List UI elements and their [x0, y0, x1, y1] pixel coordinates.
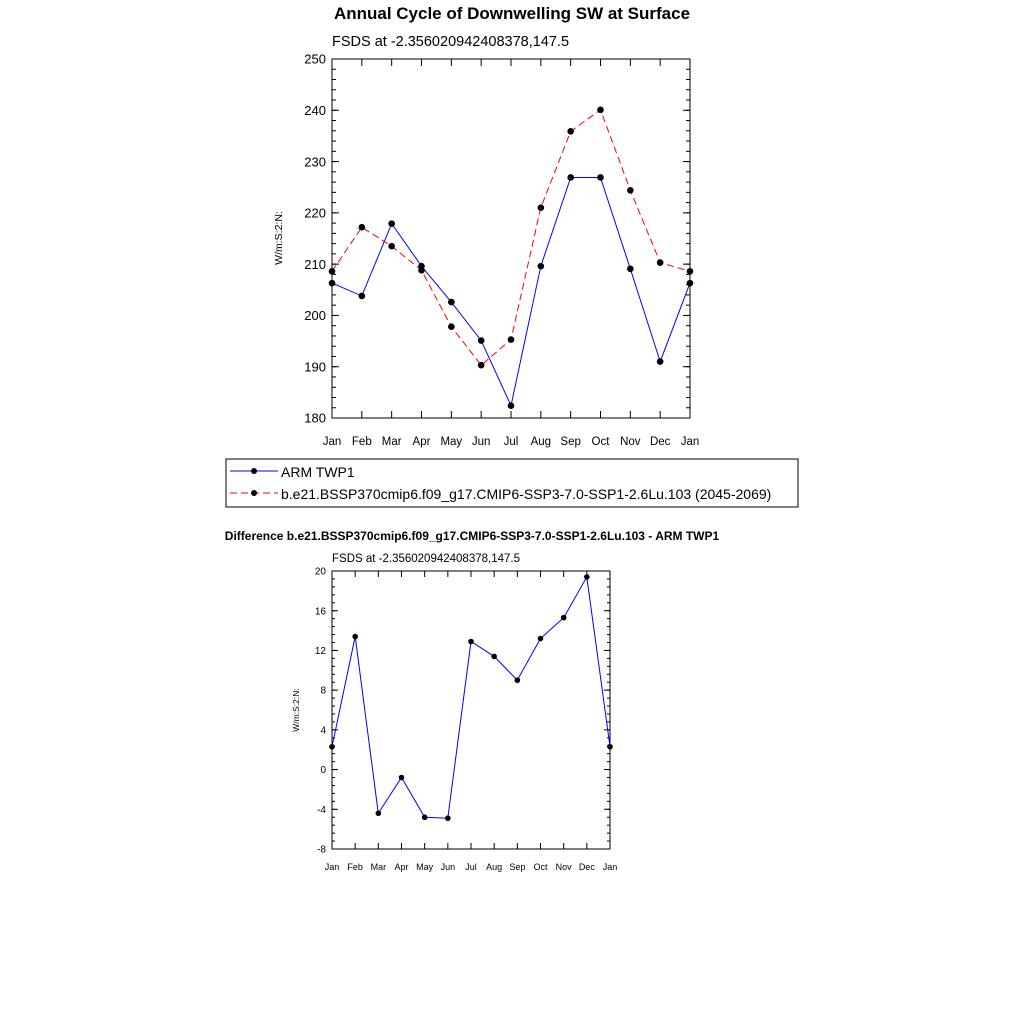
series-1-line [332, 178, 690, 406]
series-2-point [418, 267, 425, 274]
series-1-point [478, 337, 485, 344]
x-tick-label: Aug [530, 436, 552, 448]
series-1-point [388, 220, 395, 227]
series-1-point [515, 677, 521, 683]
series-2-point [597, 106, 604, 113]
x-tick-label: Sep [560, 436, 581, 448]
series-1-point [329, 744, 335, 750]
series-2-point [508, 336, 515, 343]
x-tick-label: May [440, 436, 463, 448]
series-2-point [567, 128, 574, 135]
series-1-point [448, 299, 455, 306]
x-tick-label: Apr [412, 436, 431, 448]
x-tick-label: Apr [394, 862, 409, 872]
chart1-y-tick-labels [304, 52, 326, 426]
y-tick-label: 8 [320, 685, 326, 697]
y-tick-label: 220 [304, 205, 326, 221]
x-tick-label: Jul [465, 862, 477, 872]
series-2-point [359, 224, 366, 231]
series-1-point [508, 402, 515, 409]
series-2-point [657, 259, 664, 266]
x-tick-label: Feb [347, 862, 363, 872]
series-1-point [538, 263, 545, 270]
chart2-ticks [332, 571, 610, 849]
x-tick-label: Feb [351, 436, 372, 448]
x-tick-label: Jan [602, 862, 618, 872]
series-1-point [584, 574, 590, 580]
y-tick-label: 240 [304, 102, 326, 118]
chart1-x-tick-labels [323, 436, 700, 448]
series-1-point [376, 810, 382, 816]
y-tick-label: -4 [317, 804, 326, 816]
chart2-title: Difference b.e21.BSSP370cmip6.f09_g17.CMIP6-SSP3-7.0-SSP1-2.6Lu.103 - ARM TWP1 [224, 529, 720, 543]
x-tick-label: Aug [486, 862, 503, 872]
chart2-plot-frame [332, 571, 610, 849]
y-tick-label: 20 [314, 566, 326, 578]
x-tick-label: Sep [509, 862, 526, 872]
chart2-y-axis-label: W/m:S:2:N: [291, 688, 301, 732]
y-tick-label: 180 [304, 410, 326, 426]
chart2-subtitle: FSDS at -2.356020942408378,147.5 [332, 553, 520, 565]
legend-label-model: b.e21.BSSP370cmip6.f09_g17.CMIP6-SSP3-7.0-SSP1-2.6Lu.103 (2045-2069) [281, 486, 772, 502]
difference-chart [225, 529, 720, 872]
series-1-line [332, 577, 610, 818]
y-tick-label: 210 [304, 256, 326, 272]
chart1-y-axis-label: W/m:S:2:N: [273, 211, 285, 265]
legend-label-arm: ARM TWP1 [281, 464, 355, 480]
chart2-series [329, 574, 613, 821]
series-2-point [448, 323, 455, 330]
x-tick-label: Dec [578, 862, 595, 872]
series-1-point [359, 293, 366, 300]
y-tick-label: 190 [304, 359, 326, 375]
x-tick-label: Oct [533, 862, 548, 872]
series-1-point [627, 265, 634, 272]
x-tick-label: Oct [591, 436, 610, 448]
legend [226, 459, 798, 507]
series-1-point [352, 634, 358, 640]
series-1-point [468, 639, 474, 645]
y-tick-label: 0 [320, 765, 326, 777]
series-2-point [329, 268, 336, 275]
y-tick-label: 16 [314, 606, 326, 618]
annual-cycle-chart [273, 4, 699, 448]
series-1-point [687, 280, 694, 287]
chart1-subtitle: FSDS at -2.356020942408378,147.5 [332, 34, 570, 50]
x-tick-label: Jun [471, 436, 491, 448]
series-2-point [627, 187, 634, 194]
legend-marker-arm [251, 468, 257, 474]
series-1-point [422, 814, 428, 820]
y-tick-label: 230 [304, 154, 326, 170]
x-tick-label: Jan [680, 436, 700, 448]
legend-item-arm [230, 464, 355, 480]
y-tick-label: 200 [304, 308, 326, 324]
chart1-title: Annual Cycle of Downwelling SW at Surface [333, 4, 691, 23]
series-2-point [388, 243, 395, 250]
series-2-point [687, 268, 694, 275]
chart2-x-tick-labels [325, 862, 618, 872]
series-1-point [567, 174, 574, 181]
series-1-point [561, 615, 567, 621]
series-2-point [538, 204, 545, 211]
x-tick-label: Jun [440, 862, 456, 872]
series-1-point [445, 815, 451, 821]
legend-item-model [230, 486, 771, 502]
x-tick-label: Jul [503, 436, 519, 448]
y-tick-label: 12 [314, 646, 326, 658]
chart1-series [329, 106, 694, 409]
legend-marker-model [251, 490, 257, 496]
series-2-point [478, 362, 485, 369]
series-1-point [597, 174, 604, 181]
x-tick-label: Jan [322, 436, 342, 448]
series-1-point [607, 744, 613, 750]
series-1-point [538, 636, 544, 642]
x-tick-label: Jan [324, 862, 340, 872]
series-1-point [399, 775, 405, 781]
y-tick-label: -8 [317, 844, 326, 856]
x-tick-label: Mar [381, 436, 402, 448]
x-tick-label: Nov [555, 862, 572, 872]
series-1-point [329, 280, 336, 287]
series-1-point [657, 358, 664, 365]
y-tick-label: 4 [320, 725, 326, 737]
series-1-point [491, 654, 497, 660]
x-tick-label: Dec [649, 436, 671, 448]
x-tick-label: Nov [620, 436, 641, 448]
x-tick-label: May [416, 862, 434, 872]
chart2-y-tick-labels [315, 567, 327, 856]
x-tick-label: Mar [370, 862, 387, 872]
y-tick-label: 250 [304, 51, 326, 67]
